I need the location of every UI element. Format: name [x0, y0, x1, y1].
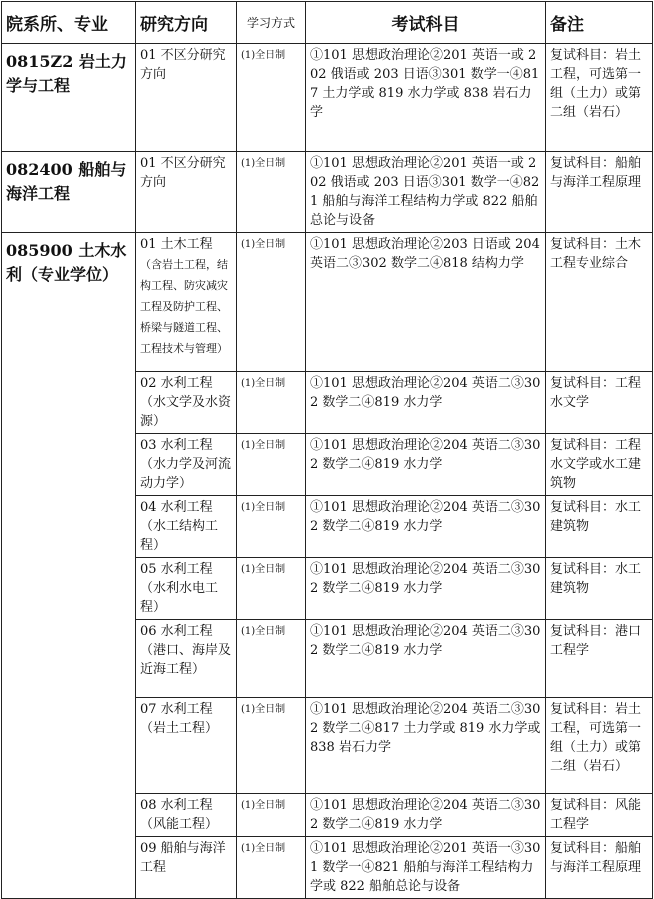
subjects-cell: ①101 思想政治理论②204 英语二③302 数学二④817 土力学或 819 水力学或 838 岩石力学 — [306, 698, 546, 794]
mode-cell: (1)全日制 — [237, 372, 306, 434]
direction-cell — [136, 44, 237, 152]
direction-cell — [136, 698, 237, 794]
direction-cell — [136, 152, 237, 233]
table-row — [2, 233, 653, 372]
direction-cell — [136, 794, 237, 837]
direction-text: 02 水利工程（水文学及水资源） — [140, 376, 232, 429]
direction-text: 01 不区分研究方向 — [140, 156, 226, 190]
direction-text: 01 土木工程 — [140, 237, 213, 252]
direction-text: 08 水利工程（风能工程） — [140, 798, 219, 832]
dept-cell: 082400 船舶与海洋工程 — [2, 152, 136, 233]
subjects-cell: ①101 思想政治理论②201 英语一③301 数学一④821 船舶与海洋工程结构力学或 822 船舶总论与设备 — [306, 837, 546, 899]
note-cell: 复试科目：土木工程专业综合 — [546, 233, 653, 372]
mode-cell: (1)全日制 — [237, 837, 306, 899]
direction-cell — [136, 496, 237, 558]
direction-text: 03 水利工程（水力学及河流动力学） — [140, 438, 232, 491]
direction-cell — [136, 372, 237, 434]
direction-text: 05 水利工程（水利水电工程） — [140, 562, 219, 615]
admissions-table — [1, 1, 653, 899]
direction-cell — [136, 558, 237, 620]
header-dept: 院系所、专业 — [2, 2, 136, 44]
note-cell: 复试科目：岩土工程，可选第一组（土力）或第二组（岩石） — [546, 44, 653, 152]
header-note: 备注 — [546, 2, 653, 44]
subjects-cell: ①101 思想政治理论②204 英语二③302 数学二④819 水力学 — [306, 496, 546, 558]
dept-cell: 085900 土木水利（专业学位） — [2, 233, 136, 899]
header-direction: 研究方向 — [136, 2, 237, 44]
direction-subtext: （含岩土工程，结构工程、防灾减灾工程及防护工程、桥梁与隧道工程、工程技术与管理） — [140, 258, 228, 355]
direction-cell — [136, 434, 237, 496]
subjects-cell: ①101 思想政治理论②204 英语二③302 数学二④819 水力学 — [306, 620, 546, 698]
subjects-cell: ①101 思想政治理论②204 英语二③302 数学二④819 水力学 — [306, 372, 546, 434]
subjects-cell: ①101 思想政治理论②201 英语一或 202 俄语或 203 日语③301 数学一④821 船舶与海洋工程结构力学或 822 船舶总论与设备 — [306, 152, 546, 233]
note-cell: 复试科目：船舶与海洋工程原理 — [546, 152, 653, 233]
note-cell: 复试科目：水工建筑物 — [546, 496, 653, 558]
mode-cell: (1)全日制 — [237, 620, 306, 698]
note-cell: 复试科目：风能工程学 — [546, 794, 653, 837]
direction-cell — [136, 837, 237, 899]
note-cell: 复试科目：岩土工程，可选第一组（土力）或第二组（岩石） — [546, 698, 653, 794]
note-cell: 复试科目：港口工程学 — [546, 620, 653, 698]
direction-cell — [136, 233, 237, 372]
header-row — [2, 2, 653, 44]
direction-text: 07 水利工程（岩土工程） — [140, 702, 219, 736]
table-row — [2, 44, 653, 152]
direction-text: 09 船舶与海洋工程 — [140, 841, 226, 875]
mode-cell: (1)全日制 — [237, 558, 306, 620]
header-mode: 学习方式 — [237, 2, 306, 44]
subjects-cell: ①101 思想政治理论②204 英语二③302 数学二④819 水力学 — [306, 434, 546, 496]
mode-cell: (1)全日制 — [237, 496, 306, 558]
direction-text: 06 水利工程（港口、海岸及近海工程） — [140, 624, 232, 677]
subjects-cell: ①101 思想政治理论②204 英语二③302 数学二④819 水力学 — [306, 558, 546, 620]
table-row — [2, 152, 653, 233]
mode-cell: (1)全日制 — [237, 233, 306, 372]
header-subjects: 考试科目 — [306, 2, 546, 44]
note-cell: 复试科目：工程水文学 — [546, 372, 653, 434]
mode-cell: (1)全日制 — [237, 44, 306, 152]
note-cell: 复试科目：船舶与海洋工程原理 — [546, 837, 653, 899]
dept-cell: 0815Z2 岩土力学与工程 — [2, 44, 136, 152]
subjects-cell: ①101 思想政治理论②204 英语二③302 数学二④819 水力学 — [306, 794, 546, 837]
direction-text: 04 水利工程（水工结构工程） — [140, 500, 219, 553]
mode-cell: (1)全日制 — [237, 434, 306, 496]
direction-cell — [136, 620, 237, 698]
subjects-cell: ①101 思想政治理论②201 英语一或 202 俄语或 203 日语③301 数学一④817 土力学或 819 水力学或 838 岩石力学 — [306, 44, 546, 152]
mode-cell: (1)全日制 — [237, 794, 306, 837]
subjects-cell: ①101 思想政治理论②203 日语或 204 英语二③302 数学二④818 结构力学 — [306, 233, 546, 372]
mode-cell: (1)全日制 — [237, 698, 306, 794]
note-cell: 复试科目：工程水文学或水工建筑物 — [546, 434, 653, 496]
direction-text: 01 不区分研究方向 — [140, 48, 226, 82]
mode-cell: (1)全日制 — [237, 152, 306, 233]
note-cell: 复试科目：水工建筑物 — [546, 558, 653, 620]
